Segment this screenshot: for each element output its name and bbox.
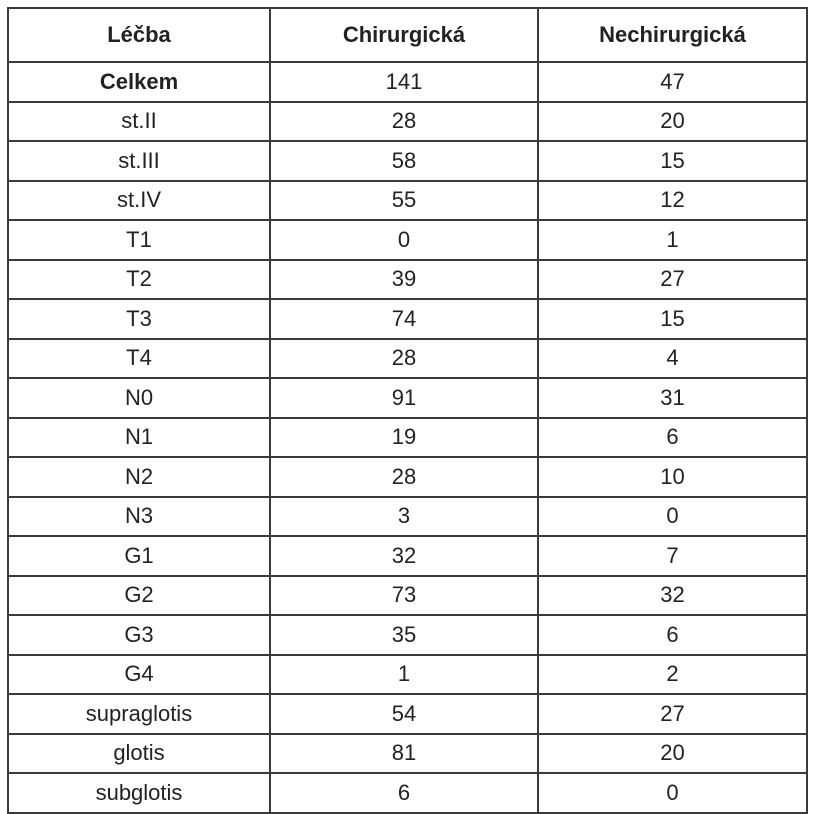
- surgical-value: 91: [270, 378, 538, 418]
- non-surgical-value: 10: [538, 457, 807, 497]
- surgical-value: 0: [270, 220, 538, 260]
- header-row: [8, 8, 807, 62]
- row-label: st.III: [8, 141, 270, 181]
- non-surgical-value: 4: [538, 339, 807, 379]
- surgical-value: 141: [270, 62, 538, 102]
- row-label: subglotis: [8, 773, 270, 813]
- surgical-value: 28: [270, 457, 538, 497]
- table-row: [8, 734, 807, 774]
- table-row: [8, 418, 807, 458]
- non-surgical-value: 15: [538, 299, 807, 339]
- table-row: [8, 536, 807, 576]
- surgical-value: 35: [270, 615, 538, 655]
- row-label: T4: [8, 339, 270, 379]
- surgical-value: 6: [270, 773, 538, 813]
- non-surgical-value: 20: [538, 734, 807, 774]
- row-label: supraglotis: [8, 694, 270, 734]
- table-row: [8, 102, 807, 142]
- non-surgical-value: 32: [538, 576, 807, 616]
- table-row: [8, 299, 807, 339]
- non-surgical-value: 1: [538, 220, 807, 260]
- non-surgical-value: 0: [538, 773, 807, 813]
- surgical-value: 74: [270, 299, 538, 339]
- table-row: [8, 260, 807, 300]
- row-label: N2: [8, 457, 270, 497]
- row-label: T3: [8, 299, 270, 339]
- row-label: G3: [8, 615, 270, 655]
- table-row: [8, 655, 807, 695]
- surgical-value: 32: [270, 536, 538, 576]
- surgical-value: 73: [270, 576, 538, 616]
- non-surgical-value: 7: [538, 536, 807, 576]
- row-label: Celkem: [8, 62, 270, 102]
- data-table: [7, 7, 808, 814]
- row-label: T2: [8, 260, 270, 300]
- surgical-value: 3: [270, 497, 538, 537]
- row-label: G2: [8, 576, 270, 616]
- non-surgical-value: 2: [538, 655, 807, 695]
- surgical-value: 28: [270, 339, 538, 379]
- table-row: [8, 694, 807, 734]
- table-row: [8, 62, 807, 102]
- non-surgical-value: 6: [538, 418, 807, 458]
- table-row: [8, 615, 807, 655]
- non-surgical-value: 0: [538, 497, 807, 537]
- surgical-value: 54: [270, 694, 538, 734]
- row-label: N3: [8, 497, 270, 537]
- row-label: G1: [8, 536, 270, 576]
- non-surgical-value: 20: [538, 102, 807, 142]
- non-surgical-value: 15: [538, 141, 807, 181]
- row-label: st.IV: [8, 181, 270, 221]
- header-treatment: Léčba: [8, 8, 270, 62]
- surgical-value: 28: [270, 102, 538, 142]
- table-row: [8, 181, 807, 221]
- table-row: [8, 339, 807, 379]
- surgical-value: 55: [270, 181, 538, 221]
- surgical-value: 81: [270, 734, 538, 774]
- table-row: [8, 220, 807, 260]
- row-label: st.II: [8, 102, 270, 142]
- non-surgical-value: 6: [538, 615, 807, 655]
- row-label: T1: [8, 220, 270, 260]
- non-surgical-value: 27: [538, 260, 807, 300]
- surgical-value: 58: [270, 141, 538, 181]
- table-row: [8, 576, 807, 616]
- row-label: N1: [8, 418, 270, 458]
- table-row: [8, 378, 807, 418]
- surgical-value: 19: [270, 418, 538, 458]
- header-non-surgical: Nechirurgická: [538, 8, 807, 62]
- table-row: [8, 141, 807, 181]
- non-surgical-value: 12: [538, 181, 807, 221]
- surgical-value: 39: [270, 260, 538, 300]
- table-row: [8, 497, 807, 537]
- non-surgical-value: 31: [538, 378, 807, 418]
- row-label: glotis: [8, 734, 270, 774]
- surgical-value: 1: [270, 655, 538, 695]
- non-surgical-value: 47: [538, 62, 807, 102]
- table-row: [8, 773, 807, 813]
- row-label: N0: [8, 378, 270, 418]
- table-row: [8, 457, 807, 497]
- row-label: G4: [8, 655, 270, 695]
- non-surgical-value: 27: [538, 694, 807, 734]
- header-surgical: Chirurgická: [270, 8, 538, 62]
